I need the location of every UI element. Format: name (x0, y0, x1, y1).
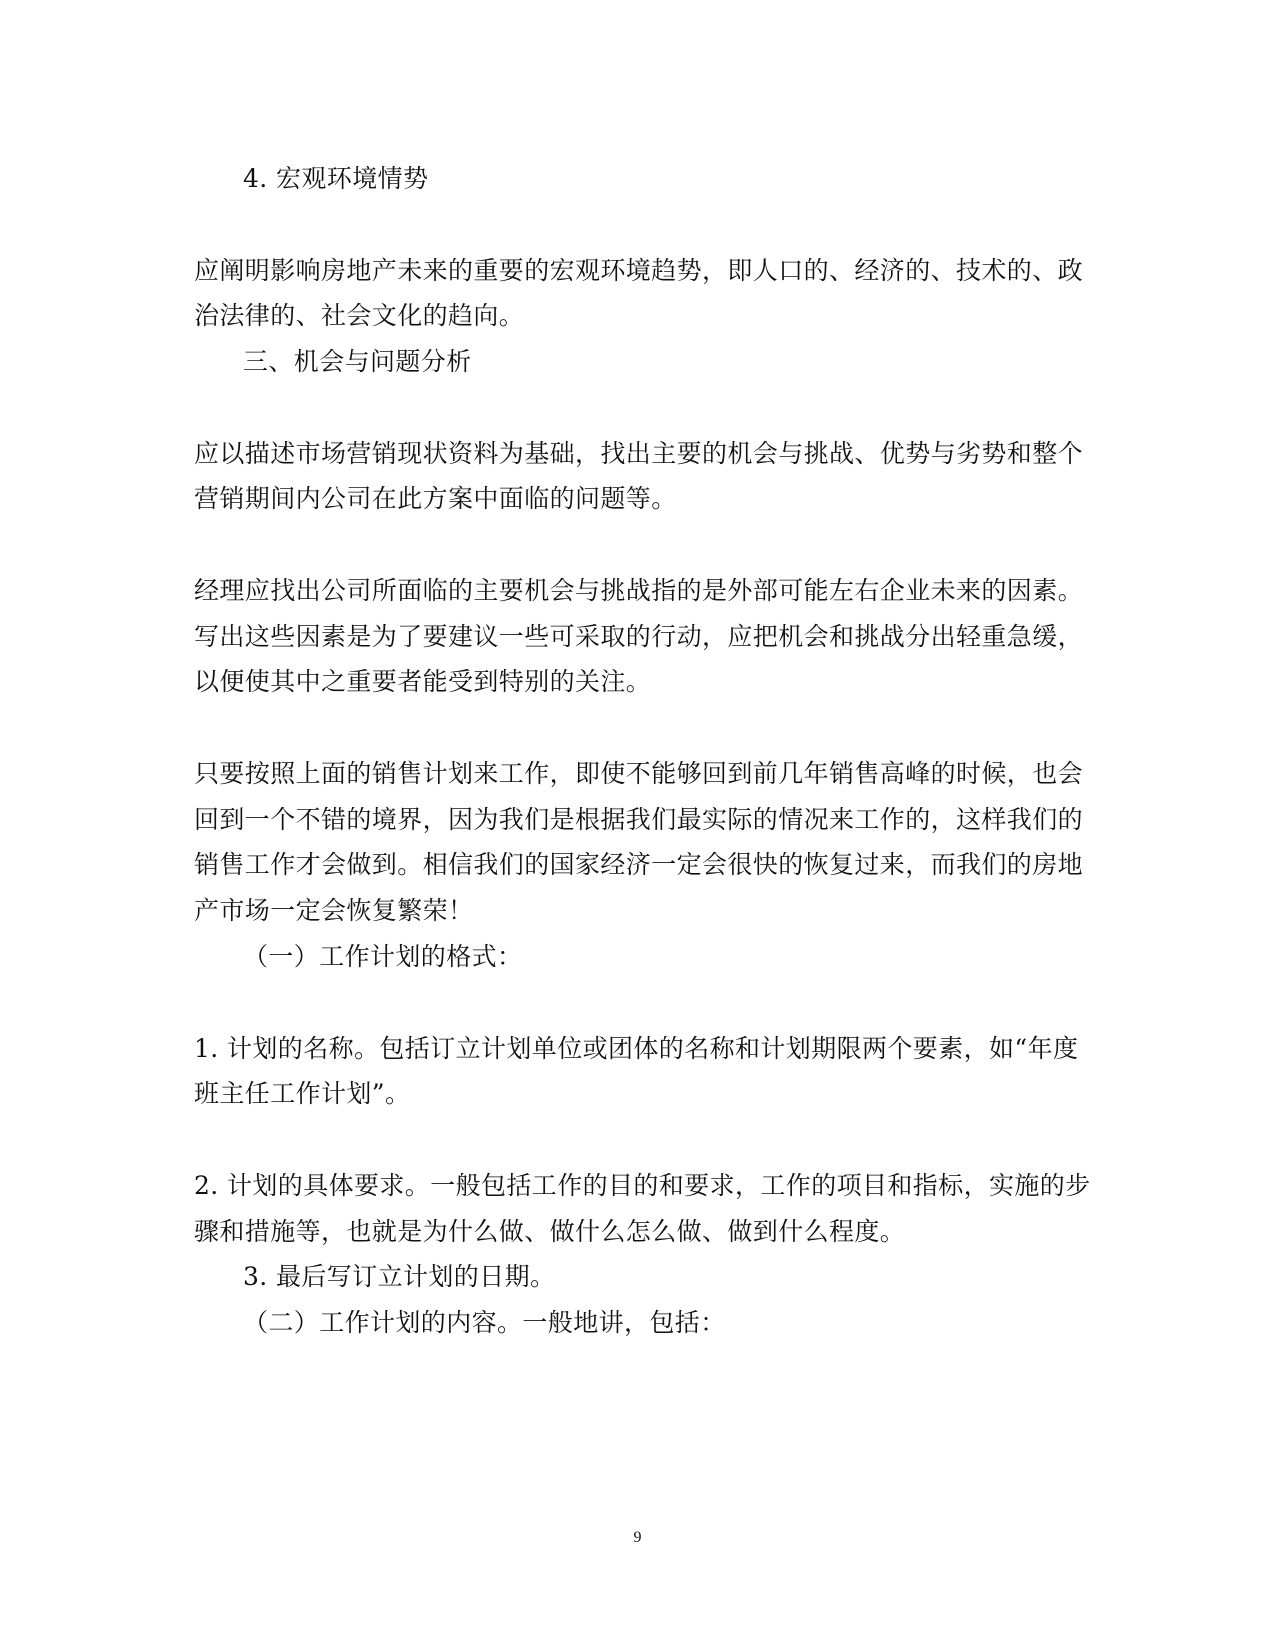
paragraph-line: 经理应找出公司所面临的主要机会与挑战指的是外部可能左右企业未来的因素。 (194, 576, 1084, 605)
heading-opportunity-analysis: 三、机会与问题分析 (243, 347, 472, 376)
paragraph-line: 骤和措施等，也就是为什么做、做什么怎么做、做到什么程度。 (194, 1217, 906, 1246)
paragraph-line: 回到一个不错的境界，因为我们是根据我们最实际的情况来工作的，这样我们的 (194, 805, 1084, 834)
heading-macro-environment: 4. 宏观环境情势 (243, 164, 429, 193)
paragraph-line: 销售工作才会做到。相信我们的国家经济一定会很快的恢复过来，而我们的房地 (194, 850, 1084, 879)
paragraph-line: 班主任工作计划”。 (194, 1079, 411, 1108)
paragraph-line: 2. 计划的具体要求。一般包括工作的目的和要求，工作的项目和指标，实施的步 (194, 1171, 1091, 1200)
paragraph-line: 产市场一定会恢复繁荣！ (194, 896, 474, 925)
heading-plan-content: （二）工作计划的内容。一般地讲，包括： (243, 1308, 726, 1337)
page-number: 9 (633, 1529, 642, 1546)
paragraph-line: 以便使其中之重要者能受到特别的关注。 (194, 667, 652, 696)
paragraph-line: 1. 计划的名称。包括订立计划单位或团体的名称和计划期限两个要素，如“年度 (194, 1034, 1079, 1063)
paragraph-line: 3. 最后写订立计划的日期。 (243, 1262, 556, 1291)
heading-plan-format: （一）工作计划的格式： (243, 942, 523, 971)
paragraph-line: 写出这些因素是为了要建议一些可采取的行动，应把机会和挑战分出轻重急缓， (194, 622, 1084, 651)
paragraph-line: 应以描述市场营销现状资料为基础，找出主要的机会与挑战、优势与劣势和整个 (194, 439, 1084, 468)
paragraph-line: 营销期间内公司在此方案中面临的问题等。 (194, 484, 677, 513)
paragraph-line: 只要按照上面的销售计划来工作，即使不能够回到前几年销售高峰的时候，也会 (194, 759, 1084, 788)
paragraph-line: 治法律的、社会文化的趋向。 (194, 301, 525, 330)
paragraph-line: 应阐明影响房地产未来的重要的宏观环境趋势，即人口的、经济的、技术的、政 (194, 256, 1084, 285)
